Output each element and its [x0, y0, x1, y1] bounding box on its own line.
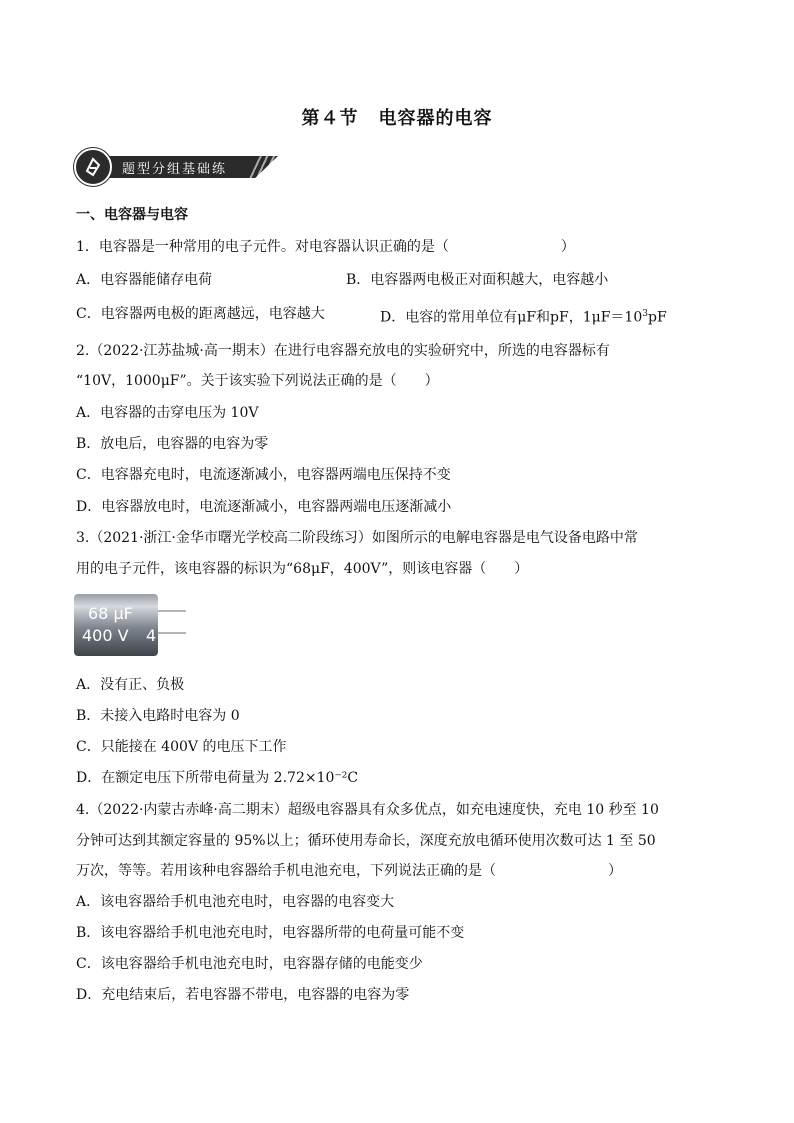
q3-stem-line1: 3.（2021·浙江·金华市曙光学校高二阶段练习）如图所示的电解电容器是电气设备电路中常 [76, 530, 638, 546]
q1-stem-close: ） [560, 239, 575, 255]
q4-option-c: C．该电容器给手机电池充电时，电容器存储的电能变少 [76, 956, 423, 972]
banner-logo-icon [74, 148, 112, 186]
q2-option-c: C．电容器充电时，电流逐渐减小，电容器两端电压保持不变 [76, 467, 451, 483]
section-heading: 一、电容器与电容 [76, 207, 188, 223]
q1-option-d-text: D．电容的常用单位有μF和pF，1μF＝10 [380, 309, 643, 326]
q4-stem-line2: 分钟可达到其额定容量的 95%以上；循环使用寿命长，深度充放电循环使用次数可达 1 至 50 [76, 833, 656, 849]
capacitor-voltage-label: 400 V [82, 626, 129, 645]
q4-stem-text: 万次，等等。若用该种电容器给手机电池充电，下列说法正确的是（ [76, 863, 496, 879]
section-banner [74, 148, 284, 186]
q3-option-d: D．在额定电压下所带电荷量为 2.72×10⁻²C [76, 770, 359, 786]
q2-option-a: A．电容器的击穿电压为 10V [76, 405, 259, 421]
section-number: 第４节 [301, 108, 359, 129]
banner-label: 题型分组基础练 [122, 162, 228, 177]
q2-option-b: B．放电后，电容器的电容为零 [76, 436, 269, 452]
q3-option-b: B．未接入电路时电容为 0 [76, 708, 240, 724]
q3-option-a: A．没有正、负极 [76, 677, 185, 693]
q2-stem-line2: “10V，1000μF”。关于该实验下列说法正确的是（ ） [76, 373, 439, 389]
q1-stem [76, 238, 575, 256]
q1-option-d-exponent: 3 [642, 309, 648, 319]
q4-stem-line1: 4.（2022·内蒙古赤峰·高二期末）超级电容器具有众多优点，如充电速度快，充电 10 秒至 10 [76, 802, 659, 818]
q3-option-c: C．只能接在 400V 的电压下工作 [76, 739, 287, 755]
q2-option-d: D．电容器放电时，电流逐渐减小，电容器两端电压逐渐减小 [76, 499, 452, 515]
q1-option-a: A．电容器能储存电荷 [76, 272, 213, 288]
q4-option-a: A．该电容器给手机电池充电时，电容器的电容变大 [76, 894, 395, 910]
q4-option-b: B．该电容器给手机电池充电时，电容器所带的电荷量可能不变 [76, 925, 465, 941]
q1-option-d [380, 305, 667, 327]
q1-stem-text: 1．电容器是一种常用的电子元件。对电容器认识正确的是（ [76, 239, 449, 255]
q4-option-d: D．充电结束后，若电容器不带电，电容器的电容为零 [76, 987, 410, 1003]
q1-option-c: C．电容器两电极的距离越远，电容越大 [76, 306, 325, 322]
q1-option-d-unit: pF [647, 309, 667, 326]
q4-stem-line3 [76, 862, 622, 880]
q2-stem-line1: 2.（2022·江苏盐城·高一期末）在进行电容器充放电的实验研究中，所选的电容器标有 [76, 343, 610, 359]
capacitor-edge-label: 4 [146, 626, 157, 645]
page-title [0, 104, 794, 130]
capacitor-capacitance-label: 68 μF [88, 604, 133, 623]
q3-stem-line2: 用的电子元件，该电容器的标识为“68μF，400V”，则该电容器（ ） [76, 561, 529, 577]
section-name: 电容器的电容 [378, 108, 493, 129]
q4-stem-close: ） [608, 863, 622, 879]
capacitor-photo [74, 592, 186, 658]
q1-option-b: B．电容器两电极正对面积越大，电容越小 [346, 272, 609, 288]
